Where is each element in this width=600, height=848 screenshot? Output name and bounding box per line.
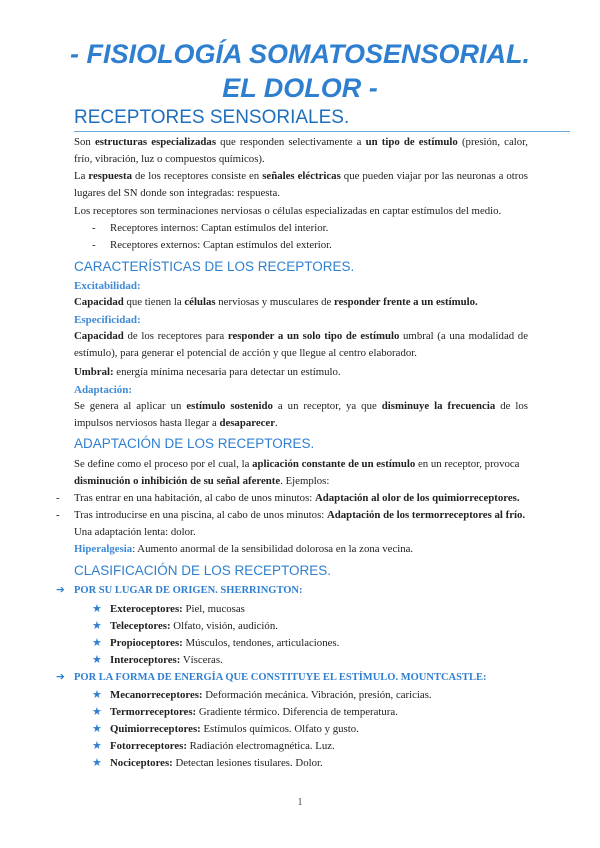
page-number: 1 [297,797,303,808]
paragraph-adaptacion-lenta: Una adaptación lenta: dolor. [74,526,196,538]
list-item-quimiorreceptores: ★ Quimiorreceptores: Estímulos químicos. Olfato y gusto. [92,722,359,735]
arrow-right-icon: ➔ [56,584,65,596]
list-item-nociceptores: ★ Nociceptores: Detectan lesiones tisulares. Dolor. [92,756,323,769]
example-piscina: - Tras introducirse en una piscina, al cabo de unos minutos: Adaptación de los termorreceptores al frío. [56,509,526,521]
heading-receptores-sensoriales: RECEPTORES SENSORIALES. [74,107,350,128]
example-habitacion: - Tras entrar en una habitación, al cabo de unos minutos: Adaptación al olor de los quimiorreceptores. [56,492,520,504]
paragraph-receptores-2: La respuesta de los receptores consiste en señales eléctricas que pueden viajar por las neuronas a otros lugares del SN donde son integradas: respuesta. [74,170,528,200]
subheading-excitabilidad: Excitabilidad: [74,280,141,292]
paragraph-receptores-3: Los receptores son terminaciones nerviosas o células especializadas en captar estímulos del medio. [74,205,502,217]
list-item-interoceptores: ★ Interoceptores: Vísceras. [92,653,223,666]
list-item-propioceptores: ★ Propioceptores: Músculos, tendones, articulaciones. [92,636,340,649]
heading-underline [74,131,570,132]
page-title-line1: - FISIOLOGÍA SOMATOSENSORIAL. [69,39,530,69]
list-item-receptores-externos: - Receptores externos: Captan estímulos del exterior. [92,239,332,251]
subheading-especificidad: Especificidad: [74,314,141,326]
star-icon: ★ [92,705,102,718]
heading-adaptacion-receptores: ADAPTACIÓN DE LOS RECEPTORES. [74,436,315,451]
list-item-teleceptores: ★ Teleceptores: Olfato, visión, audición. [92,619,278,632]
list-item-fotorreceptores: ★ Fotorreceptores: Radiación electromagnética. Luz. [92,739,335,752]
star-icon: ★ [92,602,102,615]
list-item-exteroceptores: ★ Exteroceptores: Piel, mucosas [92,602,245,615]
star-icon: ★ [92,653,102,666]
paragraph-excitabilidad: Capacidad que tienen la células nerviosas y musculares de responder frente a un estímulo. [74,296,478,308]
star-icon: ★ [92,756,102,769]
list-item-receptores-internos: - Receptores internos: Captan estímulos del interior. [92,222,329,234]
star-icon: ★ [92,739,102,752]
paragraph-especificidad: Capacidad de los receptores para responder a un solo tipo de estímulo umbral (a una modalidad de estímulo), para generar el potencial de acción y que llegue al centro elaborador. [74,330,528,360]
star-icon: ★ [92,636,102,649]
subheading-adaptacion: Adaptación: [74,384,133,396]
paragraph-receptores-1: Son estructuras especializadas que responden selectivamente a un tipo de estímulo (presión, calor, frío, vibración, luz o compuestos químicos). [74,136,529,166]
star-icon: ★ [92,619,102,632]
paragraph-hiperalgesia: Hiperalgesia: Aumento anormal de la sensibilidad dolorosa en la zona vecina. [74,543,414,555]
heading-clasificacion: CLASIFICACIÓN DE LOS RECEPTORES. [74,563,332,578]
list-item-mecanorreceptores: ★ Mecanorreceptores: Deformación mecánica. Vibración, presión, caricias. [92,688,432,701]
paragraph-umbral: Umbral: energía mínima necesaria para detectar un estímulo. [74,366,341,378]
star-icon: ★ [92,688,102,701]
group-sherrington: ➔ POR SU LUGAR DE ORIGEN. SHERRINGTON: [56,584,303,596]
paragraph-adaptacion: Se genera al aplicar un estímulo sostenido a un receptor, ya que disminuye la frecuencia de los impulsos nerviosos hasta llegar a desaparecer. [74,400,528,430]
list-item-termorreceptores: ★ Termorreceptores: Gradiente térmico. Diferencia de temperatura. [92,705,398,718]
page-title-line2: EL DOLOR - [222,73,378,103]
arrow-right-icon: ➔ [56,671,65,683]
heading-caracteristicas: CARACTERÍSTICAS DE LOS RECEPTORES. [74,259,355,274]
paragraph-adaptacion-definicion: Se define como el proceso por el cual, la aplicación constante de un estímulo en un receptor, provoca disminución o inhibición de su señal aferente. Ejemplos: [74,458,520,488]
group-mountcastle: ➔ POR LA FORMA DE ENERGÍA QUE CONSTITUYE EL ESTÍMULO. MOUNTCASTLE: [56,671,487,683]
star-icon: ★ [92,722,102,735]
